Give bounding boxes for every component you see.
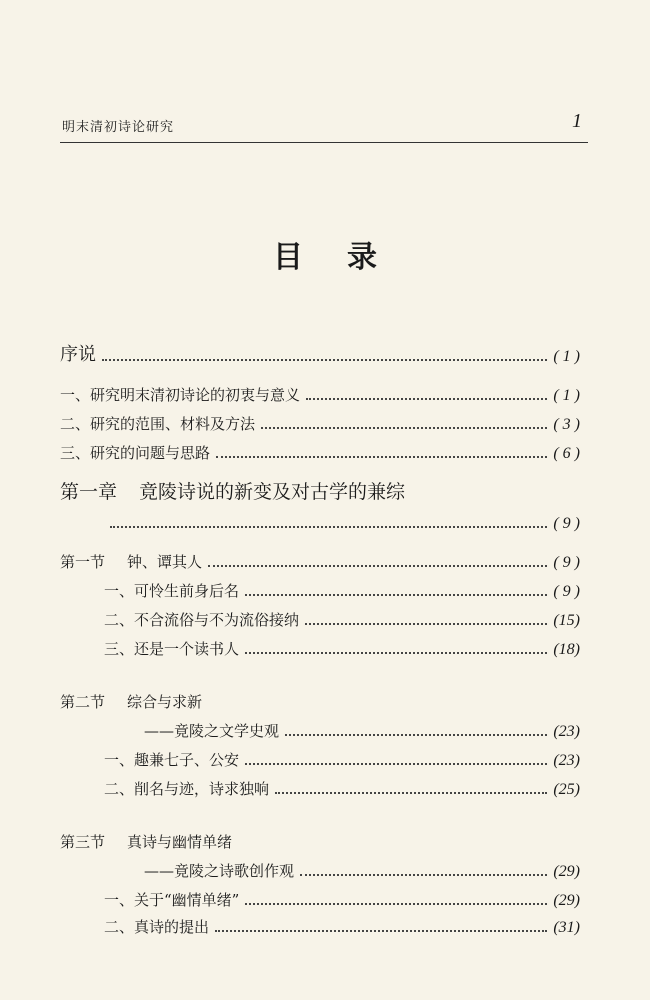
toc-entry-page: (25)	[553, 781, 580, 798]
dot-leader	[215, 930, 547, 932]
toc-entry-label: 二、研究的范围、材料及方法	[60, 415, 256, 433]
toc-entry[interactable]	[60, 437, 580, 463]
toc-entry-page: (29)	[553, 892, 580, 909]
toc-entry-page: ( 9 )	[553, 583, 580, 600]
toc-entry[interactable]	[60, 744, 580, 770]
section-title: 综合与求新	[127, 693, 203, 711]
dot-leader	[102, 359, 547, 361]
toc-entry-page: ( 9 )	[553, 515, 580, 532]
toc-entry-label: 三、研究的问题与思路	[60, 444, 211, 462]
dot-leader	[300, 874, 547, 876]
dot-leader	[261, 427, 547, 429]
toc-chapter-title[interactable]	[60, 478, 580, 504]
dot-leader	[245, 763, 547, 765]
toc-entry-page: (29)	[553, 863, 580, 880]
table-of-contents	[60, 0, 580, 1000]
section-number: 第一节	[60, 553, 106, 571]
toc-entry-label: 二、不合流俗与不为流俗接纳	[104, 611, 300, 629]
toc-section-subtitle[interactable]	[60, 715, 580, 741]
dot-leader	[275, 792, 547, 794]
toc-entry-page: (15)	[553, 612, 580, 629]
toc-entry[interactable]	[60, 884, 580, 910]
dot-leader	[306, 398, 547, 400]
toc-title: 目录	[273, 240, 421, 275]
dot-leader	[305, 623, 547, 625]
toc-entry-label: ——竟陵之文学史观	[144, 722, 280, 740]
toc-entry[interactable]	[60, 633, 580, 659]
section-title: 钟、谭其人	[127, 553, 203, 571]
dot-leader	[285, 734, 547, 736]
dot-leader	[208, 565, 547, 567]
toc-entry[interactable]	[60, 773, 580, 799]
toc-entry-page: ( 1 )	[553, 387, 580, 404]
toc-section[interactable]	[60, 546, 580, 572]
toc-section[interactable]	[60, 826, 580, 852]
toc-entry-page: (23)	[553, 752, 580, 769]
page-number: 1	[572, 110, 582, 132]
dot-leader	[216, 456, 547, 458]
toc-entry-label: 一、可怜生前身后名	[104, 582, 240, 600]
toc-entry-page: ( 6 )	[553, 445, 580, 462]
dot-leader	[245, 652, 547, 654]
toc-section-subtitle[interactable]	[60, 855, 580, 881]
toc-entry-page: ( 3 )	[553, 416, 580, 433]
section-number: 第三节	[60, 833, 106, 851]
toc-entry[interactable]	[60, 408, 580, 434]
toc-entry-label: 一、研究明末清初诗论的初衷与意义	[60, 386, 301, 404]
section-number: 第二节	[60, 693, 106, 711]
toc-entry-preface[interactable]	[60, 340, 580, 366]
toc-entry[interactable]	[60, 911, 580, 937]
chapter-number: 第一章	[60, 481, 118, 503]
toc-entry-label: 一、关于“幽情单绪”	[104, 891, 240, 909]
section-title: 真诗与幽情单绪	[127, 833, 233, 851]
toc-entry-label: ——竟陵之诗歌创作观	[144, 862, 295, 880]
toc-entry-page: (23)	[553, 723, 580, 740]
toc-entry-label: 序说	[60, 344, 96, 365]
toc-section[interactable]	[60, 686, 580, 712]
toc-entry-label: 二、削名与迹，诗求独响	[104, 780, 270, 798]
toc-entry-page: (31)	[553, 919, 580, 936]
dot-leader	[245, 594, 547, 596]
chapter-title: 竟陵诗说的新变及对古学的兼综	[139, 481, 406, 503]
dot-leader	[245, 903, 547, 905]
toc-chapter-page-line[interactable]	[60, 507, 580, 533]
toc-entry-page: ( 9 )	[553, 554, 580, 571]
running-title: 明末清初诗论研究	[62, 120, 175, 135]
toc-entry[interactable]	[60, 604, 580, 630]
toc-entry[interactable]	[60, 379, 580, 405]
dot-leader	[110, 526, 547, 528]
toc-entry[interactable]	[60, 575, 580, 601]
toc-entry-page: (18)	[553, 641, 580, 658]
toc-entry-page: ( 1 )	[553, 348, 580, 365]
toc-entry-label: 三、还是一个读书人	[104, 640, 240, 658]
toc-entry-label: 二、真诗的提出	[104, 918, 210, 936]
toc-entry-label: 一、趣兼七子、公安	[104, 751, 240, 769]
